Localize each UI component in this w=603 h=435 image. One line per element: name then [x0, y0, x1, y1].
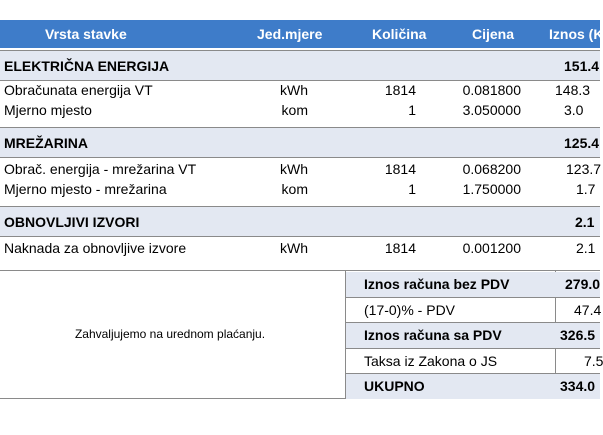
- section-header-electricity: [0, 50, 600, 81]
- row-qty: 1: [408, 102, 416, 118]
- summary-row-tax: [346, 349, 603, 374]
- row-amount: 2.1: [576, 240, 596, 256]
- summary-value: 326.5: [560, 327, 596, 343]
- row-price: 0.068200: [462, 161, 521, 177]
- row-unit: kWh: [280, 82, 308, 98]
- table-row: [0, 81, 600, 101]
- row-amount: 1.7: [576, 181, 596, 197]
- col-header-amount: Iznos (K: [549, 26, 603, 42]
- summary-value: 47.4: [574, 302, 602, 318]
- footer-bottom-divider: [0, 398, 346, 399]
- summary-label: (17-0)% - PDV: [364, 302, 456, 318]
- row-item: Obračunata energija VT: [4, 82, 153, 98]
- summary-label: UKUPNO: [364, 378, 425, 394]
- row-price: 0.001200: [462, 240, 521, 256]
- row-amount: 3.0: [564, 102, 584, 118]
- summary-value: 279.0: [565, 276, 601, 292]
- section-header-network: [0, 127, 600, 158]
- table-row: [0, 101, 600, 121]
- summary-row-gross: [346, 323, 600, 348]
- row-qty: 1814: [384, 240, 416, 256]
- summary-row-vat: [346, 298, 600, 323]
- summary-label: Taksa iz Zakona o JS: [364, 353, 498, 369]
- row-unit: kom: [281, 102, 308, 118]
- summary-row-net: [346, 272, 600, 297]
- row-amount: 123.7: [566, 161, 602, 177]
- row-price: 0.081800: [462, 82, 521, 98]
- summary-row-total: [346, 374, 600, 399]
- section-header-renewables: [0, 206, 600, 237]
- col-header-item: Vrsta stavke: [45, 26, 127, 42]
- section-title: OBNOVLJIVI IZVORI: [4, 214, 140, 230]
- row-unit: kWh: [280, 240, 308, 256]
- row-qty: 1814: [384, 82, 416, 98]
- row-amount: 148.3: [555, 82, 591, 98]
- row-qty: 1814: [384, 161, 416, 177]
- table-row: [0, 180, 600, 200]
- row-item: Obrač. energija - mrežarina VT: [4, 161, 197, 177]
- row-item: Naknada za obnovljive izvore: [4, 240, 187, 256]
- col-header-unit: Jed.mjere: [257, 26, 323, 42]
- thank-you-note: Zahvaljujemo na urednom plaćanju.: [74, 327, 266, 341]
- row-item: Mjerno mjesto - mrežarina: [4, 181, 167, 197]
- row-price: 3.050000: [462, 102, 521, 118]
- table-row: [0, 160, 600, 180]
- table-header: [0, 20, 603, 48]
- summary-value: 7.5: [584, 353, 603, 369]
- section-total: 2.1: [575, 214, 595, 230]
- row-unit: kWh: [280, 161, 308, 177]
- row-item: Mjerno mjesto: [4, 102, 92, 118]
- col-header-qty: Količina: [372, 26, 427, 42]
- row-price: 1.750000: [462, 181, 521, 197]
- summary-label: Iznos računa sa PDV: [364, 327, 502, 343]
- footer-top-divider: [0, 270, 600, 271]
- section-title: MREŽARINA: [4, 135, 88, 151]
- section-title: ELEKTRIČNA ENERGIJA: [4, 58, 170, 74]
- row-qty: 1: [408, 181, 416, 197]
- section-total: 151.4: [564, 58, 600, 74]
- section-total: 125.4: [564, 135, 600, 151]
- table-row: [0, 239, 600, 259]
- summary-value: 334.0: [560, 378, 596, 394]
- summary-label: Iznos računa bez PDV: [364, 276, 510, 292]
- row-unit: kom: [281, 181, 308, 197]
- col-header-price: Cijena: [472, 26, 515, 42]
